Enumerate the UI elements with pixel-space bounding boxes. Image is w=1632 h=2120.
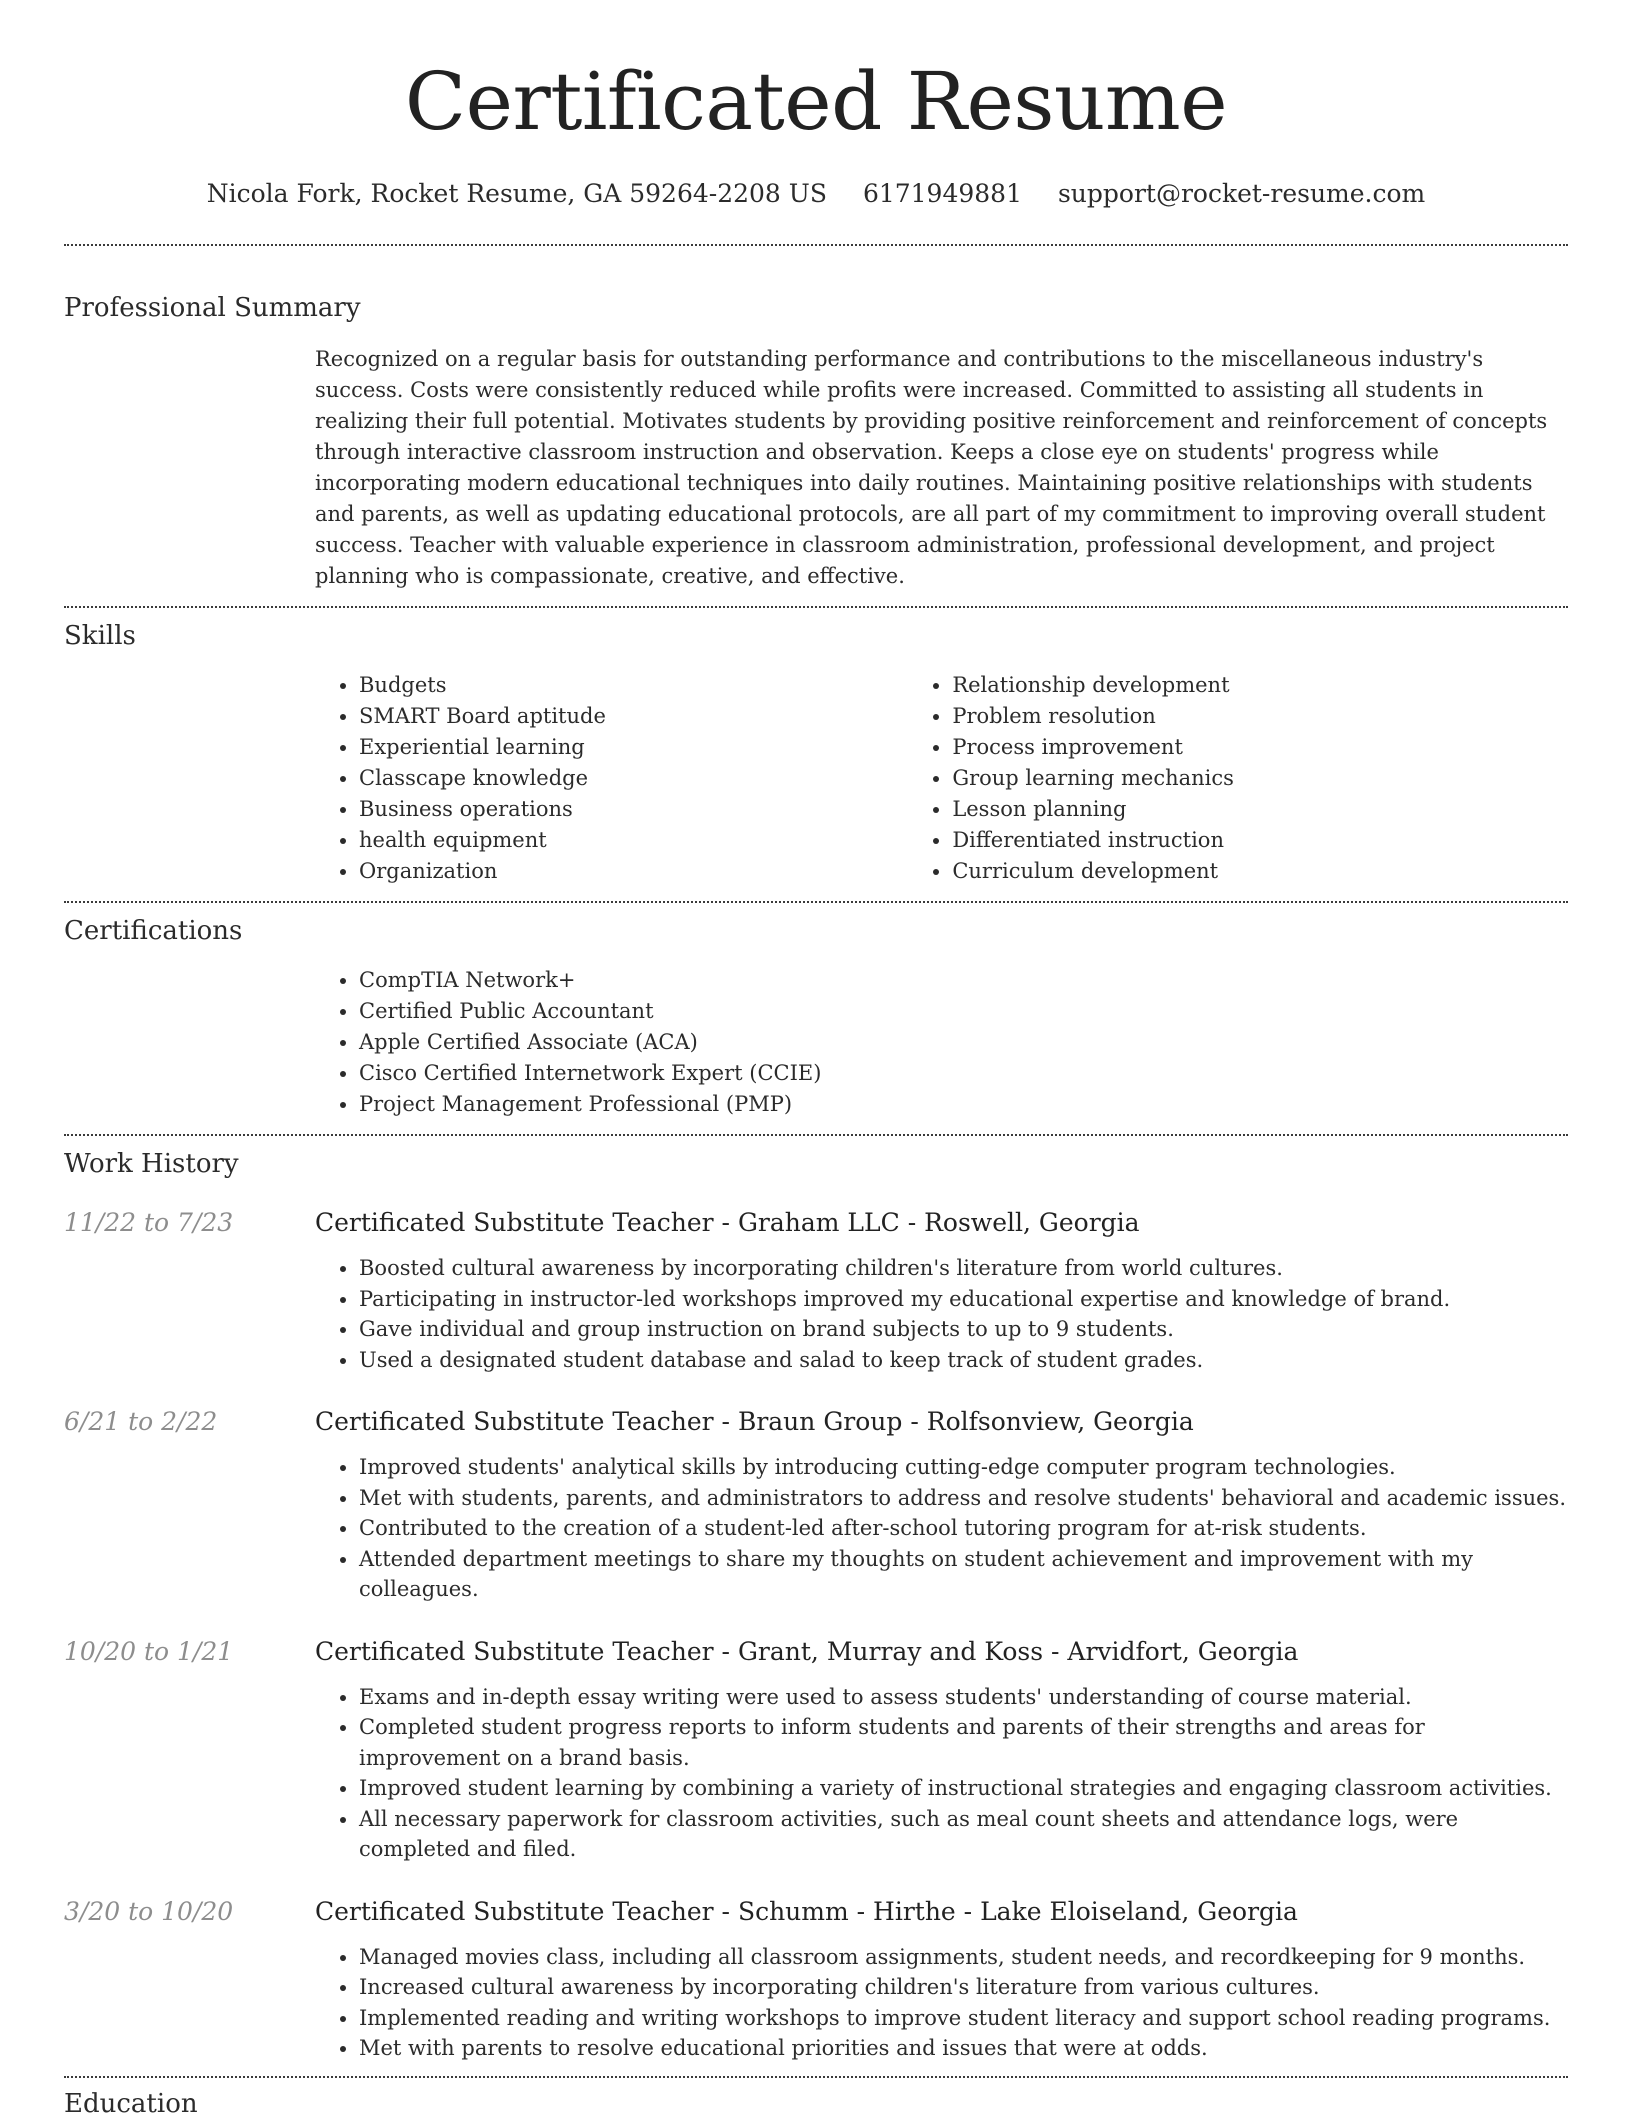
- skills-column-left: [315, 670, 908, 887]
- work-history-list: [64, 1206, 1568, 2064]
- section-title-summary: Professional Summary: [64, 293, 361, 323]
- divider: [64, 2076, 1568, 2078]
- divider: [64, 606, 1568, 608]
- list-item: • Gave individual and group instruction on brand subjects to up to 9 students.: [359, 1314, 1568, 1345]
- job-dates: 11/22 to 7/23: [64, 1208, 234, 1237]
- certifications-list: [315, 965, 1568, 1120]
- job-bullets: [315, 1452, 1568, 1605]
- job-title: Certificated Substitute Teacher - Schumm - Hirthe - Lake Eloiseland, Georgia: [315, 1896, 1298, 1926]
- list-item: • Used a designated student database and salad to keep track of student grades.: [359, 1345, 1568, 1376]
- section-title-certifications: Certifications: [64, 916, 243, 946]
- job-bullet-list: [315, 1452, 1568, 1605]
- job-dates: 10/20 to 1/21: [64, 1636, 234, 1666]
- list-item: • Relationship development: [952, 670, 1568, 701]
- job-bullet-list: [315, 1682, 1568, 1865]
- list-item: • Met with parents to resolve educational priorities and issues that were at odds.: [359, 2033, 1568, 2064]
- job-entry: [64, 1405, 1568, 1605]
- job-entry: [64, 1206, 1568, 1375]
- list-item: • Boosted cultural awareness by incorporating children's literature from world cultures.: [359, 1253, 1568, 1284]
- certifications-items: [315, 965, 1568, 1120]
- list-item: • CompTIA Network+: [359, 965, 1568, 996]
- job-bullets: [315, 1682, 1568, 1865]
- list-item: • Experiential learning: [359, 732, 908, 763]
- resume-title: Certificated Resume: [404, 55, 1228, 148]
- list-item: • Classcape knowledge: [359, 763, 908, 794]
- list-item: • Curriculum development: [952, 856, 1568, 887]
- list-item: • Implemented reading and writing workshops to improve student literacy and support school reading programs.: [359, 2003, 1568, 2034]
- list-item: • Apple Certified Associate (ACA): [359, 1027, 1568, 1058]
- job-bullets: [315, 1942, 1568, 2064]
- job-title: Certificated Substitute Teacher - Graham LLC - Roswell, Georgia: [315, 1208, 1140, 1237]
- list-item: • Business operations: [359, 794, 908, 825]
- summary-text: Recognized on a regular basis for outstanding performance and contributions to the miscellaneous industry's success. Costs were consistently reduced while profits were increased. Committed to assisting all students in realizing their full potential. Motivates students by providing positive reinforcement and reinforcement of concepts through interactive classroom instruction and observation. Keeps a close eye on students' progress while incorporating modern educational techniques into daily routines. Maintaining positive relationships with students and parents, as well as updating educational protocols, are all part of my commitment to improving overall student success. Teacher with valuable experience in classroom administration, professional development, and project planning who is compassionate, creative, and effective.: [315, 347, 1548, 588]
- divider: [64, 901, 1568, 903]
- skills-list: [315, 670, 1568, 887]
- list-item: • Met with students, parents, and administrators to address and resolve students' behavioral and academic issues.: [359, 1483, 1568, 1514]
- section-title-work-history: Work History: [64, 1149, 239, 1179]
- list-item: • Project Management Professional (PMP): [359, 1089, 1568, 1120]
- contact-line: [64, 178, 1568, 210]
- list-item: • Budgets: [359, 670, 908, 701]
- list-item: • Improved students' analytical skills by introducing cutting-edge computer program technologies.: [359, 1452, 1568, 1483]
- skills-column-right: [908, 670, 1568, 887]
- list-item: • Cisco Certified Internetwork Expert (CCIE): [359, 1058, 1568, 1089]
- job-dates: 6/21 to 2/22: [64, 1407, 218, 1436]
- job-entry: [64, 1895, 1568, 2064]
- list-item: • Completed student progress reports to inform students and parents of their strengths and areas for improvement on a brand basis.: [359, 1712, 1568, 1773]
- job-bullet-list: [315, 1942, 1568, 2064]
- list-item: • SMART Board aptitude: [359, 701, 908, 732]
- section-title-skills: Skills: [64, 621, 136, 651]
- job-bullet-list: [315, 1253, 1568, 1375]
- list-item: • Attended department meetings to share my thoughts on student achievement and improvement with my colleagues.: [359, 1544, 1568, 1605]
- divider: [64, 1134, 1568, 1136]
- list-item: • Exams and in-depth essay writing were used to assess students' understanding of course material.: [359, 1682, 1568, 1713]
- list-item: • health equipment: [359, 825, 908, 856]
- job-title: Certificated Substitute Teacher - Braun Group - Rolfsonview, Georgia: [315, 1407, 1194, 1436]
- divider: [64, 244, 1568, 246]
- contact-phone: 6171949881: [862, 179, 1022, 208]
- list-item: • Increased cultural awareness by incorporating children's literature from various cultures.: [359, 1972, 1568, 2003]
- list-item: • Problem resolution: [952, 701, 1568, 732]
- list-item: • Improved student learning by combining a variety of instructional strategies and engaging classroom activities.: [359, 1773, 1568, 1804]
- contact-email: support@rocket-resume.com: [1057, 179, 1426, 208]
- job-dates: 3/20 to 10/20: [64, 1896, 234, 1926]
- job-bullets: [315, 1253, 1568, 1375]
- list-item: • Group learning mechanics: [952, 763, 1568, 794]
- resume-page: [64, 0, 1568, 2120]
- list-item: • Certified Public Accountant: [359, 996, 1568, 1027]
- list-item: • Organization: [359, 856, 908, 887]
- job-title: Certificated Substitute Teacher - Grant, Murray and Koss - Arvidfort, Georgia: [315, 1636, 1299, 1666]
- list-item: • Differentiated instruction: [952, 825, 1568, 856]
- list-item: • Lesson planning: [952, 794, 1568, 825]
- list-item: • Managed movies class, including all classroom assignments, student needs, and recordkeeping for 9 months.: [359, 1942, 1568, 1973]
- list-item: • All necessary paperwork for classroom activities, such as meal count sheets and attendance logs, were completed and filed.: [359, 1804, 1568, 1865]
- contact-address: Nicola Fork, Rocket Resume, GA 59264-2208 US: [206, 179, 827, 208]
- list-item: • Contributed to the creation of a student-led after-school tutoring program for at-risk students.: [359, 1513, 1568, 1544]
- list-item: • Participating in instructor-led workshops improved my educational expertise and knowledge of brand.: [359, 1284, 1568, 1315]
- list-item: • Process improvement: [952, 732, 1568, 763]
- section-title-education: Education: [64, 2088, 198, 2119]
- job-entry: [64, 1635, 1568, 1865]
